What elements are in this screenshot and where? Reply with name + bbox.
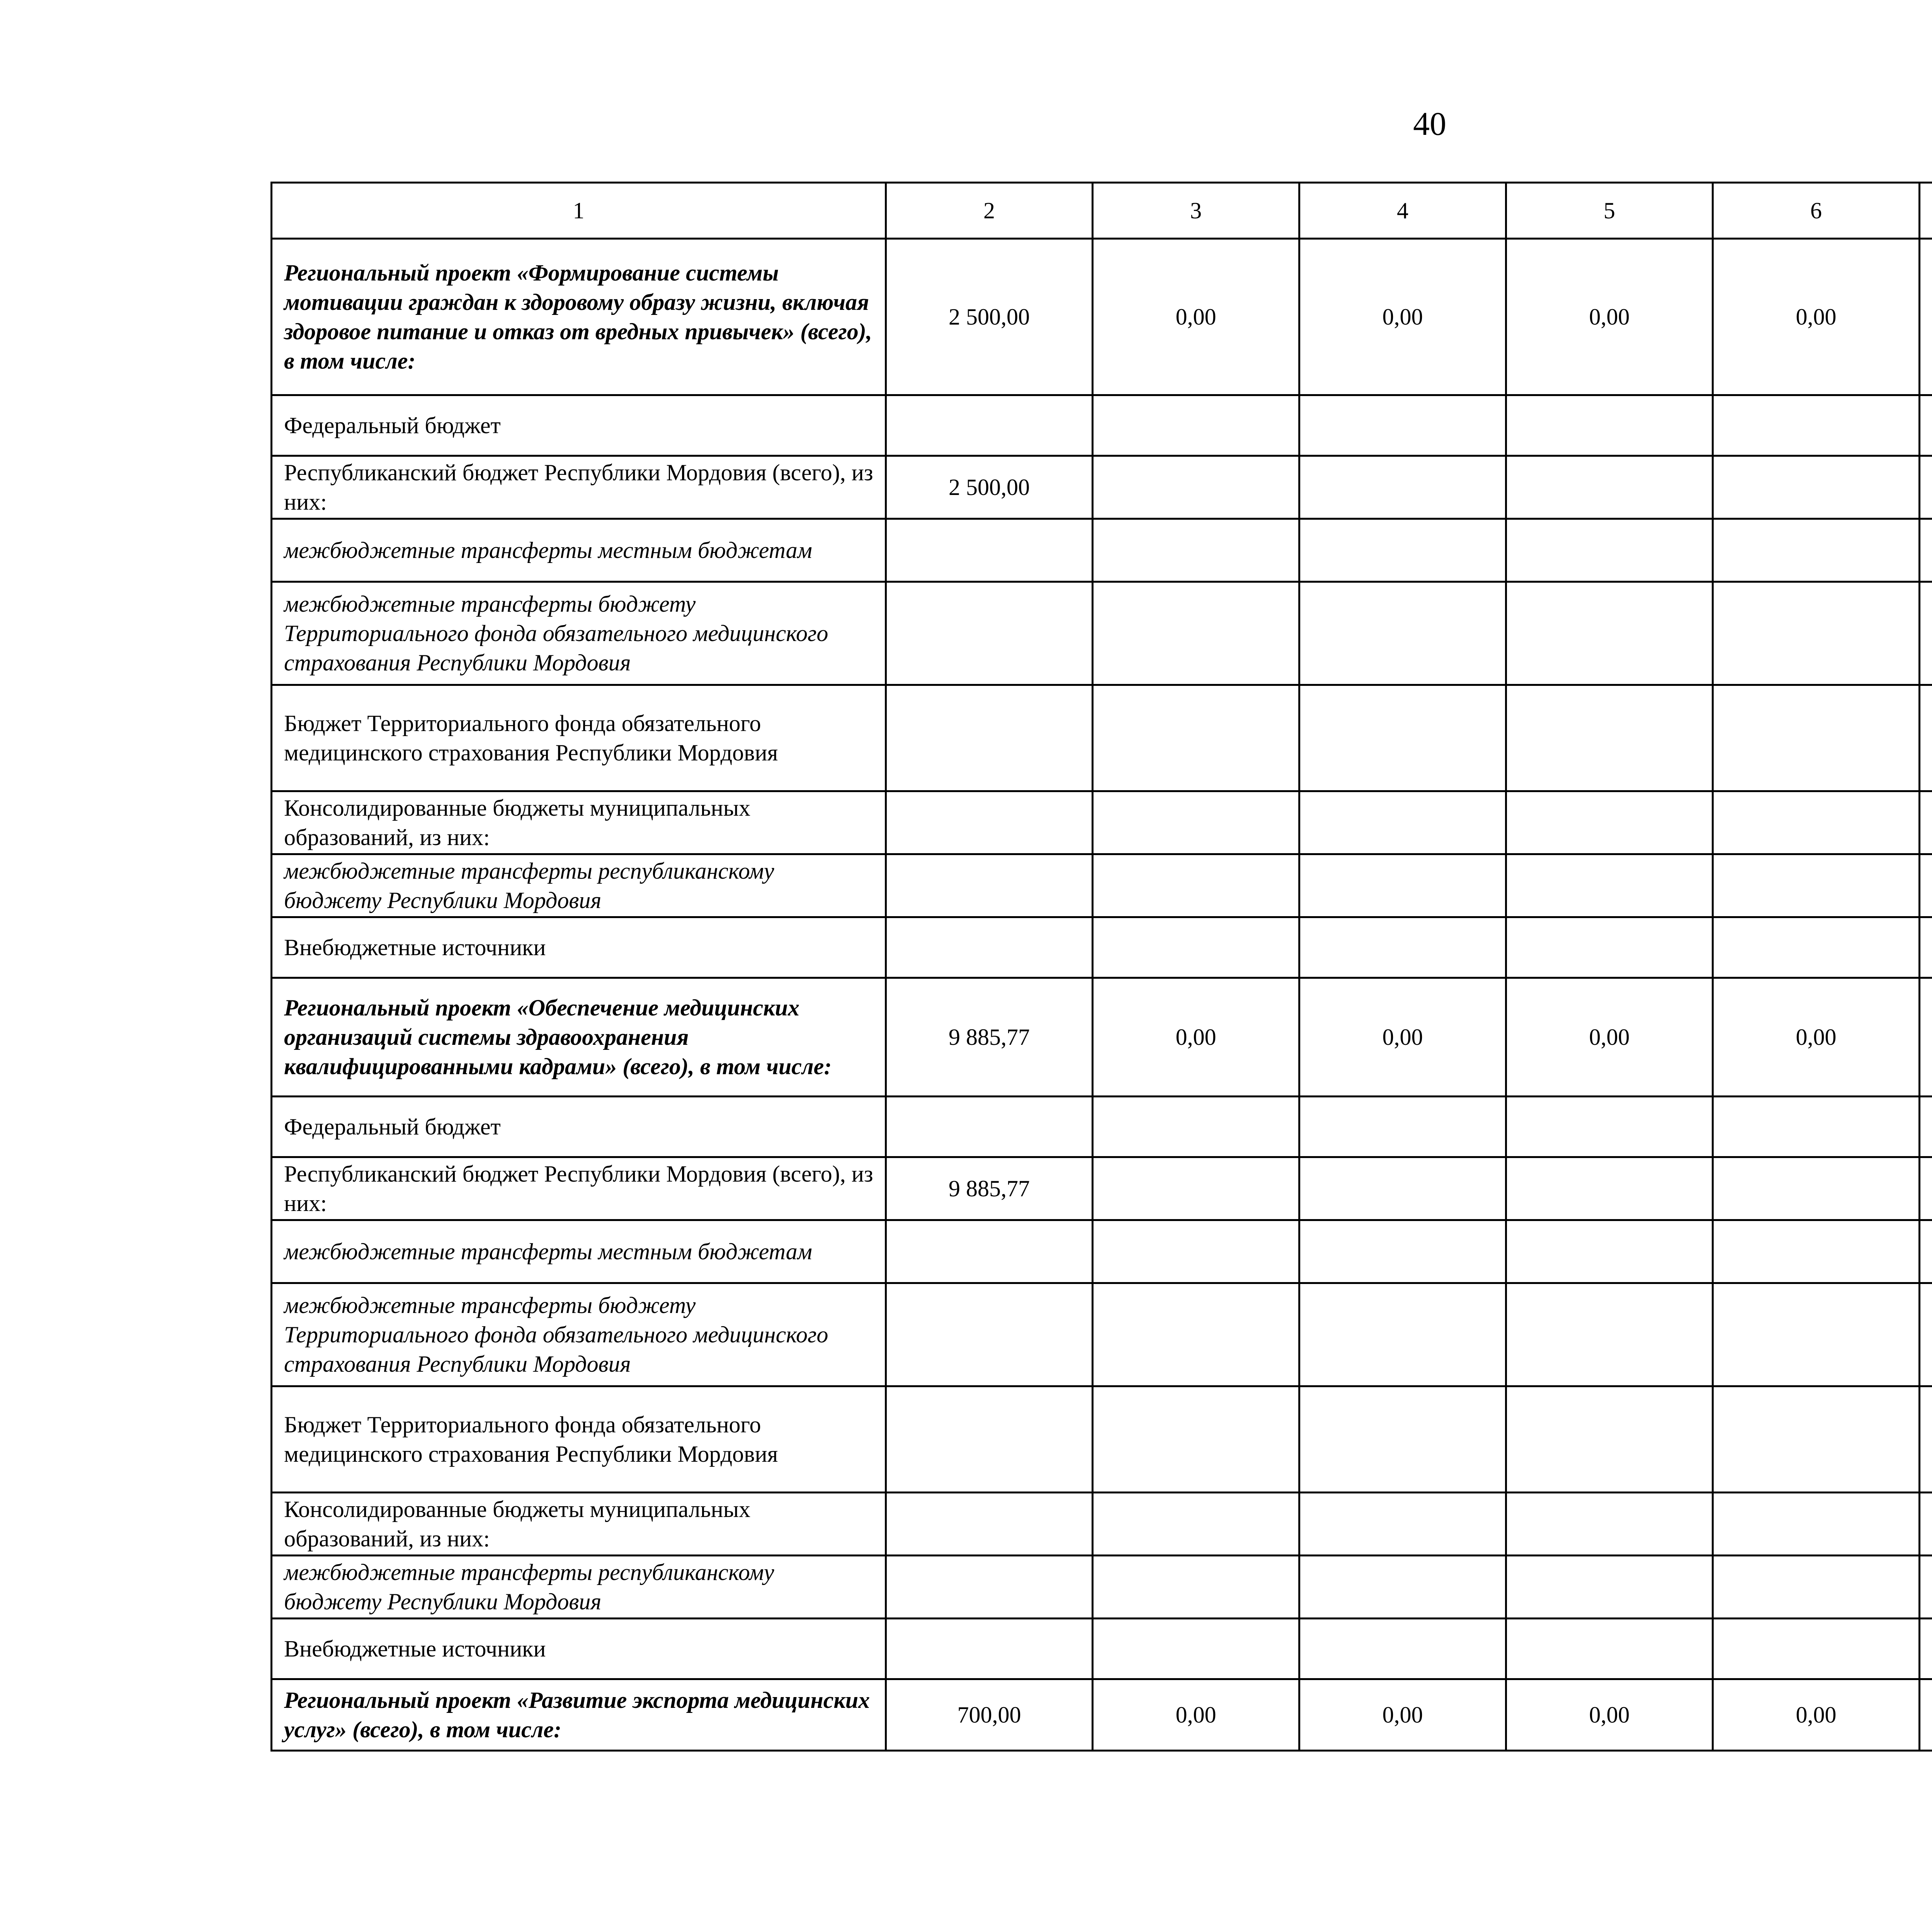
value-cell bbox=[1920, 1386, 1932, 1493]
value-cell bbox=[1093, 854, 1299, 917]
value-cell bbox=[886, 1220, 1093, 1283]
value-cell bbox=[1093, 519, 1299, 582]
value-cell bbox=[1299, 1220, 1506, 1283]
row-label-cell: Внебюджетные источники bbox=[272, 917, 886, 978]
value-cell: 2 500,00 bbox=[886, 239, 1093, 395]
row-label-cell: Бюджет Территориального фонда обязательного медицинского страхования Республики Мордовия bbox=[272, 1386, 886, 1493]
value-cell bbox=[1713, 395, 1920, 456]
value-cell bbox=[1713, 1097, 1920, 1157]
value-cell bbox=[1506, 1097, 1713, 1157]
value-cell bbox=[1506, 685, 1713, 791]
value-cell bbox=[1920, 1556, 1932, 1619]
project-row bbox=[272, 239, 1932, 395]
value-cell bbox=[886, 519, 1093, 582]
table-row bbox=[272, 1493, 1932, 1556]
value-cell bbox=[1713, 1157, 1920, 1220]
table-row bbox=[272, 582, 1932, 685]
value-cell bbox=[1506, 1556, 1713, 1619]
value-cell bbox=[1713, 1386, 1920, 1493]
value-cell bbox=[1713, 1493, 1920, 1556]
value-cell bbox=[1713, 582, 1920, 685]
value-cell bbox=[1506, 1386, 1713, 1493]
value-cell bbox=[886, 685, 1093, 791]
value-cell: 700,00 bbox=[886, 1679, 1093, 1751]
value-cell bbox=[1506, 1493, 1713, 1556]
value-cell bbox=[1093, 791, 1299, 854]
table-row bbox=[272, 917, 1932, 978]
value-cell bbox=[1093, 1220, 1299, 1283]
value-cell bbox=[1713, 456, 1920, 519]
value-cell bbox=[1713, 917, 1920, 978]
value-cell bbox=[1506, 1283, 1713, 1386]
value-cell bbox=[886, 1493, 1093, 1556]
value-cell bbox=[1920, 685, 1932, 791]
value-cell: 0,00 bbox=[1299, 978, 1506, 1097]
table-row bbox=[272, 1157, 1932, 1220]
value-cell bbox=[1920, 1157, 1932, 1220]
value-cell bbox=[1713, 1283, 1920, 1386]
table-row bbox=[272, 1619, 1932, 1679]
value-cell bbox=[1299, 1097, 1506, 1157]
table-row bbox=[272, 456, 1932, 519]
value-cell bbox=[886, 1556, 1093, 1619]
value-cell bbox=[1920, 854, 1932, 917]
value-cell bbox=[1299, 395, 1506, 456]
row-label-cell: Федеральный бюджет bbox=[272, 1097, 886, 1157]
value-cell bbox=[1920, 395, 1932, 456]
value-cell bbox=[886, 582, 1093, 685]
value-cell bbox=[1713, 685, 1920, 791]
value-cell: 0,00 bbox=[1093, 978, 1299, 1097]
value-cell bbox=[886, 1097, 1093, 1157]
row-label-cell: межбюджетные трансферты республиканскому бюджету Республики Мордовия bbox=[272, 1556, 886, 1619]
value-cell: 0,00 bbox=[1299, 1679, 1506, 1751]
table-row bbox=[272, 1097, 1932, 1157]
row-label-cell: межбюджетные трансферты бюджету Территориального фонда обязательного медицинского страхования Республики Мордовия bbox=[272, 1283, 886, 1386]
value-cell bbox=[886, 1386, 1093, 1493]
value-cell bbox=[886, 395, 1093, 456]
value-cell: 0,00 bbox=[1506, 239, 1713, 395]
column-header: 5 bbox=[1506, 183, 1713, 239]
value-cell: 0,00 bbox=[1506, 978, 1713, 1097]
project-title-cell: Региональный проект «Обеспечение медицинских организаций системы здравоохранения квалифицированными кадрами» (всего), в том числе: bbox=[272, 978, 886, 1097]
project-title-cell: Региональный проект «Развитие экспорта медицинских услуг» (всего), в том числе: bbox=[272, 1679, 886, 1751]
value-cell bbox=[1093, 1619, 1299, 1679]
value-cell: 0,00 bbox=[1299, 239, 1506, 395]
value-cell bbox=[1713, 1556, 1920, 1619]
value-cell bbox=[1506, 456, 1713, 519]
column-header: 1 bbox=[272, 183, 886, 239]
table-row bbox=[272, 791, 1932, 854]
value-cell: 2 500,00 bbox=[886, 456, 1093, 519]
value-cell bbox=[1920, 978, 1932, 1097]
value-cell bbox=[1920, 1097, 1932, 1157]
value-cell bbox=[1920, 791, 1932, 854]
value-cell bbox=[1093, 1556, 1299, 1619]
column-header: 6 bbox=[1713, 183, 1920, 239]
value-cell: 0,00 bbox=[1093, 239, 1299, 395]
value-cell bbox=[1506, 519, 1713, 582]
row-label-cell: межбюджетные трансферты республиканскому бюджету Республики Мордовия bbox=[272, 854, 886, 917]
value-cell bbox=[1299, 519, 1506, 582]
project-row bbox=[272, 1679, 1932, 1751]
value-cell bbox=[1920, 1220, 1932, 1283]
value-cell bbox=[1713, 791, 1920, 854]
row-label-cell: Внебюджетные источники bbox=[272, 1619, 886, 1679]
value-cell: 0,00 bbox=[1713, 978, 1920, 1097]
value-cell bbox=[1920, 1493, 1932, 1556]
column-header: 2 bbox=[886, 183, 1093, 239]
column-header: 4 bbox=[1299, 183, 1506, 239]
value-cell bbox=[1299, 1386, 1506, 1493]
value-cell bbox=[1299, 1157, 1506, 1220]
value-cell bbox=[1299, 1619, 1506, 1679]
value-cell bbox=[1093, 1493, 1299, 1556]
value-cell bbox=[1506, 1157, 1713, 1220]
value-cell bbox=[1506, 582, 1713, 685]
row-label-cell: Консолидированные бюджеты муниципальных образований, из них: bbox=[272, 791, 886, 854]
table-row bbox=[272, 1556, 1932, 1619]
value-cell: 0,00 bbox=[1093, 1679, 1299, 1751]
row-label-cell: Консолидированные бюджеты муниципальных образований, из них: bbox=[272, 1493, 886, 1556]
value-cell bbox=[886, 791, 1093, 854]
value-cell bbox=[1093, 1386, 1299, 1493]
value-cell bbox=[1506, 1619, 1713, 1679]
table-row bbox=[272, 519, 1932, 582]
value-cell bbox=[1299, 1283, 1506, 1386]
value-cell bbox=[1506, 1220, 1713, 1283]
value-cell bbox=[1920, 917, 1932, 978]
value-cell bbox=[1506, 917, 1713, 978]
value-cell: 0,00 bbox=[1713, 1679, 1920, 1751]
column-header-row bbox=[272, 183, 1932, 239]
value-cell bbox=[1506, 854, 1713, 917]
value-cell bbox=[1093, 917, 1299, 978]
value-cell bbox=[1299, 1493, 1506, 1556]
table-row bbox=[272, 1220, 1932, 1283]
value-cell bbox=[1920, 1619, 1932, 1679]
row-label-cell: межбюджетные трансферты бюджету Территориального фонда обязательного медицинского страхования Республики Мордовия bbox=[272, 582, 886, 685]
value-cell bbox=[1920, 1283, 1932, 1386]
value-cell: 9 885,77 bbox=[886, 978, 1093, 1097]
value-cell bbox=[1299, 582, 1506, 685]
row-label-cell: Бюджет Территориального фонда обязательного медицинского страхования Республики Мордовия bbox=[272, 685, 886, 791]
table-row bbox=[272, 395, 1932, 456]
table-row bbox=[272, 1283, 1932, 1386]
value-cell bbox=[1093, 1157, 1299, 1220]
value-cell bbox=[1093, 1097, 1299, 1157]
project-row bbox=[272, 978, 1932, 1097]
value-cell bbox=[1093, 582, 1299, 685]
table-row bbox=[272, 685, 1932, 791]
value-cell bbox=[1713, 854, 1920, 917]
value-cell bbox=[1920, 519, 1932, 582]
row-label-cell: Республиканский бюджет Республики Мордовия (всего), из них: bbox=[272, 1157, 886, 1220]
value-cell bbox=[886, 917, 1093, 978]
row-label-cell: межбюджетные трансферты местным бюджетам bbox=[272, 519, 886, 582]
value-cell bbox=[1506, 395, 1713, 456]
table-row bbox=[272, 854, 1932, 917]
budget-table bbox=[270, 182, 1932, 1752]
value-cell bbox=[1299, 685, 1506, 791]
value-cell: 9 885,77 bbox=[886, 1157, 1093, 1220]
value-cell bbox=[886, 1619, 1093, 1679]
value-cell bbox=[1093, 456, 1299, 519]
value-cell bbox=[1299, 1556, 1506, 1619]
value-cell bbox=[1093, 1283, 1299, 1386]
value-cell bbox=[1093, 395, 1299, 456]
value-cell bbox=[1713, 1619, 1920, 1679]
value-cell bbox=[1299, 854, 1506, 917]
row-label-cell: Республиканский бюджет Республики Мордовия (всего), из них: bbox=[272, 456, 886, 519]
value-cell bbox=[1920, 239, 1932, 395]
value-cell bbox=[1920, 1679, 1932, 1751]
value-cell bbox=[1299, 456, 1506, 519]
value-cell bbox=[1713, 519, 1920, 582]
column-header: 3 bbox=[1093, 183, 1299, 239]
value-cell bbox=[1920, 456, 1932, 519]
page-number: 40 bbox=[1413, 105, 1446, 142]
value-cell bbox=[886, 1283, 1093, 1386]
value-cell bbox=[886, 854, 1093, 917]
table-row bbox=[272, 1386, 1932, 1493]
row-label-cell: межбюджетные трансферты местным бюджетам bbox=[272, 1220, 886, 1283]
value-cell bbox=[1920, 582, 1932, 685]
row-label-cell: Федеральный бюджет bbox=[272, 395, 886, 456]
project-title-cell: Региональный проект «Формирование системы мотивации граждан к здоровому образу жизни, включая здоровое питание и отказ от вредных привычек» (всего), в том числе: bbox=[272, 239, 886, 395]
value-cell bbox=[1713, 1220, 1920, 1283]
column-header bbox=[1920, 183, 1932, 239]
value-cell: 0,00 bbox=[1713, 239, 1920, 395]
value-cell bbox=[1093, 685, 1299, 791]
value-cell bbox=[1299, 917, 1506, 978]
value-cell: 0,00 bbox=[1506, 1679, 1713, 1751]
value-cell bbox=[1299, 791, 1506, 854]
value-cell bbox=[1506, 791, 1713, 854]
